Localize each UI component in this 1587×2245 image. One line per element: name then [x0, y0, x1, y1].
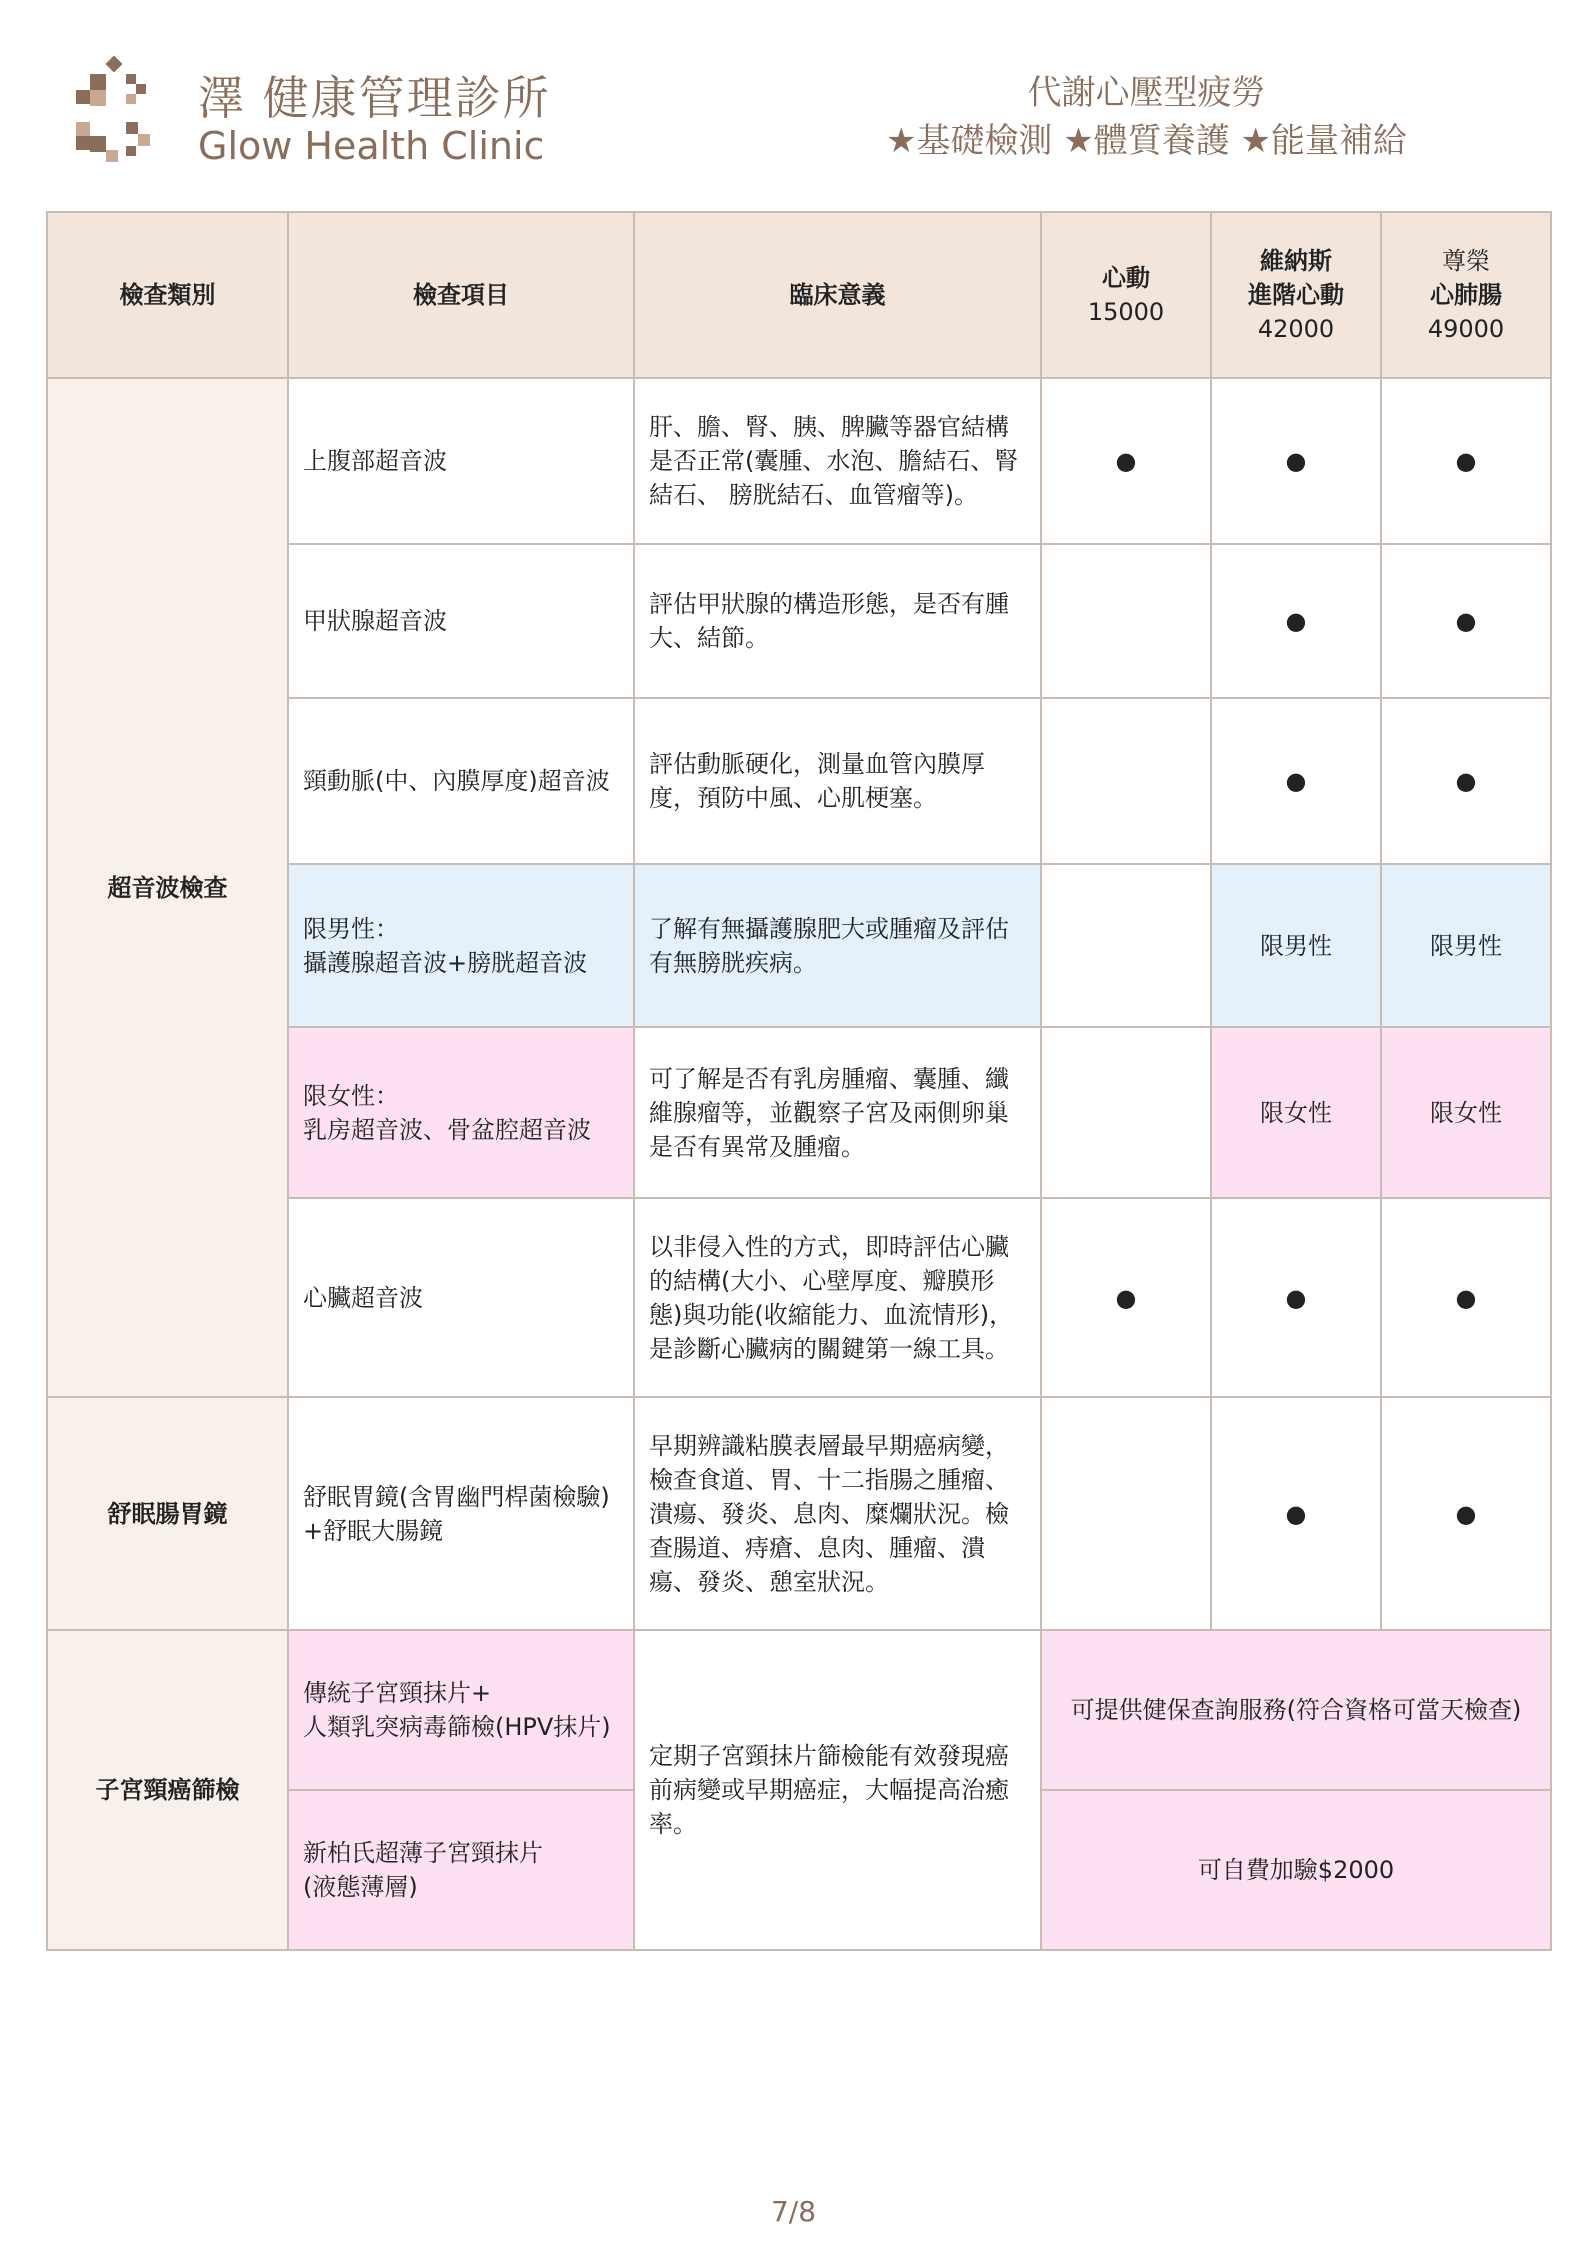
item-name: 上腹部超音波: [288, 378, 634, 544]
category-cervical: 子宮頸癌篩檢: [47, 1630, 288, 1950]
program-title: 代謝心壓型疲勞: [1027, 73, 1266, 113]
plan-2-mark: 限男性: [1211, 864, 1381, 1027]
plan-3-mark: ●: [1381, 544, 1551, 698]
header-meaning: 臨床意義: [634, 212, 1041, 378]
logo-mark-icon: [70, 52, 180, 172]
item-meaning: 肝、膽、腎、胰、脾臟等器官結構是否正常(囊腫、水泡、膽結石、腎結石、 膀胱結石、血管瘤等)。: [634, 378, 1041, 544]
header-plan-3: 尊榮 心肺腸 49000: [1381, 212, 1551, 378]
program-tagline: ★基礎檢測 ★體質養護 ★能量補給: [885, 121, 1407, 161]
item-meaning: 評估甲狀腺的構造形態，是否有腫大、結節。: [634, 544, 1041, 698]
plan-2-mark: ●: [1211, 378, 1381, 544]
item-name: 限女性： 乳房超音波、骨盆腔超音波: [288, 1027, 634, 1198]
table-row: [47, 378, 1551, 544]
plan-1-mark: [1041, 1397, 1211, 1630]
header-category: 檢查類別: [47, 212, 288, 378]
item-name: 甲狀腺超音波: [288, 544, 634, 698]
header-item: 檢查項目: [288, 212, 634, 378]
plan-3-mark: 限男性: [1381, 864, 1551, 1027]
page-number: 7/8: [770, 2195, 817, 2228]
plan-2-mark: ●: [1211, 698, 1381, 864]
plan-3-mark: 限女性: [1381, 1027, 1551, 1198]
item-name: 限男性： 攝護腺超音波+膀胱超音波: [288, 864, 634, 1027]
plan-2-mark: ●: [1211, 1198, 1381, 1397]
page-header: [0, 0, 1587, 190]
plan-1-mark: [1041, 864, 1211, 1027]
item-name: 舒眠胃鏡(含胃幽門桿菌檢驗) +舒眠大腸鏡: [288, 1397, 634, 1630]
plan-3-mark: ●: [1381, 1198, 1551, 1397]
plan-1-mark: [1041, 698, 1211, 864]
plan-1-mark: ●: [1041, 378, 1211, 544]
plan-1-mark: [1041, 1027, 1211, 1198]
header-plan-2: 維納斯 進階心動 42000: [1211, 212, 1381, 378]
table-row: [47, 1397, 1551, 1630]
item-meaning: 定期子宮頸抹片篩檢能有效發現癌前病變或早期癌症，大幅提高治癒率。: [634, 1630, 1041, 1950]
plan-3-mark: ●: [1381, 378, 1551, 544]
item-name: 新柏氏超薄子宮頸抹片 (液態薄層): [288, 1790, 634, 1950]
checkup-table: [46, 211, 1552, 1951]
item-meaning: 早期辨識粘膜表層最早期癌病變，檢查食道、胃、十二指腸之腫瘤、潰瘍、發炎、息肉、糜爛狀況。檢查腸道、痔瘡、息肉、腫瘤、潰瘍、發炎、憩室狀況。: [634, 1397, 1041, 1630]
plan-1-mark: ●: [1041, 1198, 1211, 1397]
item-meaning: 評估動脈硬化，測量血管內膜厚度，預防中風、心肌梗塞。: [634, 698, 1041, 864]
category-ultrasound: 超音波檢查: [47, 378, 288, 1397]
item-meaning: 以非侵入性的方式，即時評估心臟的結構(大小、心壁厚度、瓣膜形態)與功能(收縮能力、血流情形)，是診斷心臟病的關鍵第一線工具。: [634, 1198, 1041, 1397]
item-meaning: 可了解是否有乳房腫瘤、囊腫、纖維腺瘤等，並觀察子宮及兩側卵巢是否有異常及腫瘤。: [634, 1027, 1041, 1198]
plan-1-mark: [1041, 544, 1211, 698]
item-name: 心臟超音波: [288, 1198, 634, 1397]
item-meaning: 了解有無攝護腺肥大或腫瘤及評估有無膀胱疾病。: [634, 864, 1041, 1027]
plan-2-mark: 限女性: [1211, 1027, 1381, 1198]
item-name: 傳統子宮頸抹片+ 人類乳突病毒篩檢(HPV抹片): [288, 1630, 634, 1790]
plan-3-mark: ●: [1381, 1397, 1551, 1630]
program-slogan: [886, 70, 1407, 166]
category-endoscopy: 舒眠腸胃鏡: [47, 1397, 288, 1630]
plan-note: 可自費加驗$2000: [1041, 1790, 1551, 1950]
plan-2-mark: ●: [1211, 544, 1381, 698]
clinic-name-en: Glow Health Clinic: [198, 124, 545, 168]
item-name: 頸動脈(中、內膜厚度)超音波: [288, 698, 634, 864]
plan-note: 可提供健保查詢服務(符合資格可當天檢查): [1041, 1630, 1551, 1790]
plan-3-mark: ●: [1381, 698, 1551, 864]
table-header-row: [47, 212, 1551, 378]
plan-2-mark: ●: [1211, 1397, 1381, 1630]
header-plan-1: 心動 15000: [1041, 212, 1211, 378]
table-row: [47, 1630, 1551, 1790]
clinic-name-cn: 澤 健康管理診所: [198, 71, 551, 125]
